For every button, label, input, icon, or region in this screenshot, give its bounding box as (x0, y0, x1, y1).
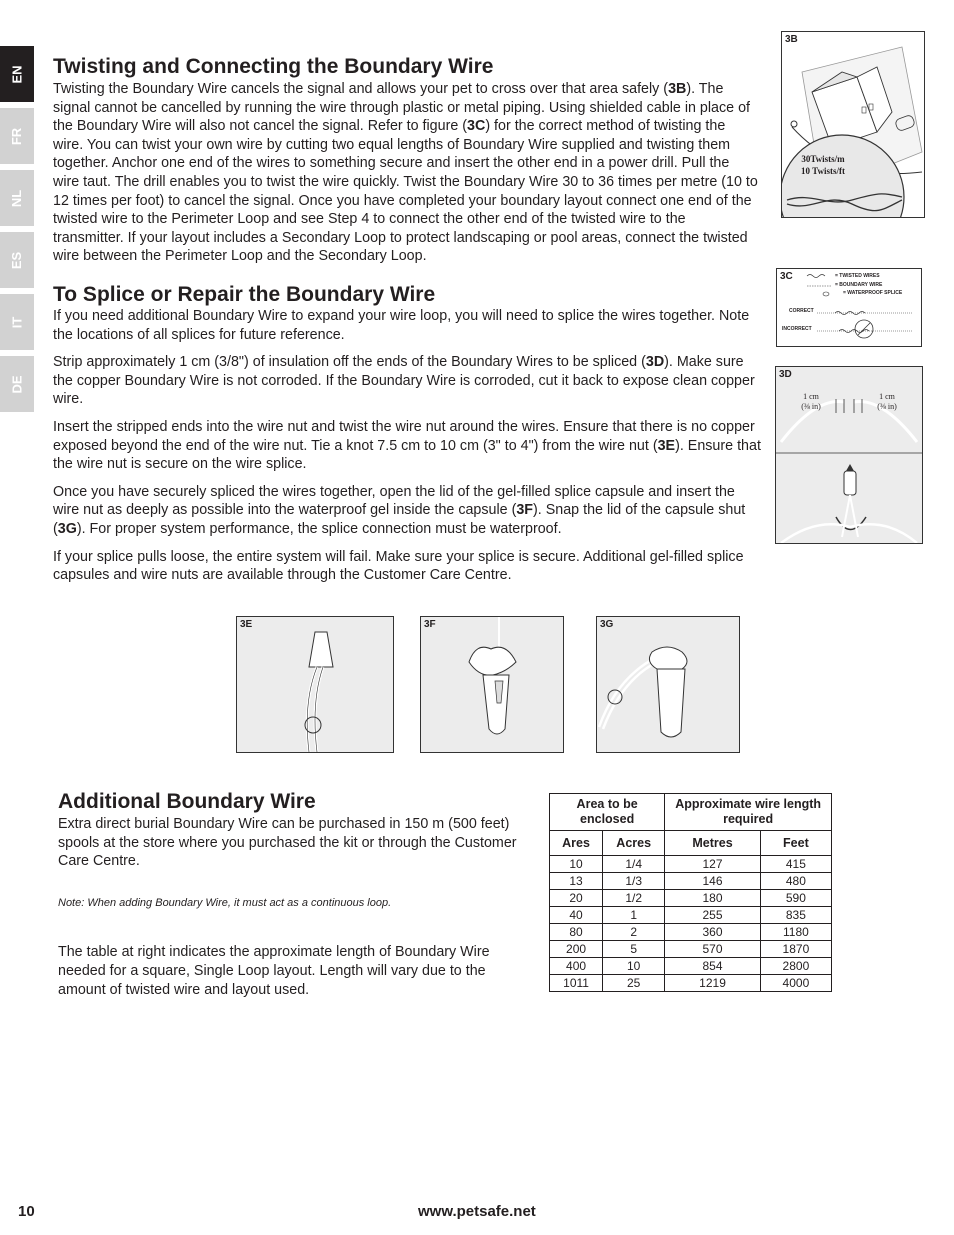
legend-twisted: = TWISTED WIRES (835, 273, 880, 279)
additional-paragraph-1: Extra direct burial Boundary Wire can be purchased in 150 m (500 feet) spools at the store where you purchased the kit or through the Customer Care Centre. (58, 816, 517, 870)
figure-3f (420, 616, 564, 753)
table-cell: 360 (665, 924, 761, 941)
splice-capsule-closed-illustration (597, 617, 739, 752)
page-number: 10 (18, 1203, 35, 1220)
table-row (550, 924, 832, 941)
section-title-additional: Additional Boundary Wire (58, 790, 316, 813)
table-cell: 854 (665, 958, 761, 975)
splice-paragraph-5: If your splice pulls loose, the entire system will fail. Make sure your splice is secure. Additional gel-filled splice capsules and wire nuts are available through the Customer Care Centre. (53, 548, 744, 584)
col-acres: Acres (603, 831, 665, 856)
lang-tab-en[interactable]: EN (0, 46, 34, 102)
table-row (550, 975, 832, 992)
legend-boundary: = BOUNDARY WIRE (835, 281, 883, 288)
splice-text (53, 307, 761, 585)
continuous-loop-note: Note: When adding Boundary Wire, it must act as a continuous loop. (58, 896, 392, 909)
table-cell: 415 (760, 856, 831, 873)
table-cell: 2800 (760, 958, 831, 975)
twist-rate-label (786, 153, 860, 177)
left-strip-in: (⅜ in) (801, 402, 821, 411)
table-cell: 25 (603, 975, 665, 992)
table-cell: 570 (665, 941, 761, 958)
right-strip-length (872, 392, 902, 412)
footer-url[interactable]: www.petsafe.net (418, 1203, 536, 1220)
table-cell: 1 (603, 907, 665, 924)
twist-rate-metric: 30Twists/m (801, 154, 845, 164)
figure-3e (236, 616, 394, 753)
table-cell: 480 (760, 873, 831, 890)
table-cell: 400 (550, 958, 603, 975)
figure-3b-label: 3B (785, 34, 798, 45)
lang-tab-it[interactable]: IT (0, 294, 34, 350)
table-cell: 1870 (760, 941, 831, 958)
table-cell: 1/2 (603, 890, 665, 907)
right-strip-cm: 1 cm (879, 392, 895, 401)
table-cell: 80 (550, 924, 603, 941)
table-cell: 200 (550, 941, 603, 958)
table-cell: 1180 (760, 924, 831, 941)
table-cell: 20 (550, 890, 603, 907)
figure-3e-label: 3E (240, 619, 253, 630)
table-cell: 1/3 (603, 873, 665, 890)
table-cell: 2 (603, 924, 665, 941)
figure-3g-label: 3G (600, 619, 614, 630)
figure-3c (776, 268, 922, 347)
table-cell: 255 (665, 907, 761, 924)
figure-3c-label: 3C (780, 271, 793, 282)
table-cell: 13 (550, 873, 603, 890)
col-ares: Ares (550, 831, 603, 856)
figure-3b (781, 31, 925, 218)
left-strip-cm: 1 cm (803, 392, 819, 401)
section-title-splice: To Splice or Repair the Boundary Wire (53, 283, 436, 306)
table-cell: 590 (760, 890, 831, 907)
table-row (550, 890, 832, 907)
table-cell: 10 (550, 856, 603, 873)
table-group-length: Approximate wire length required (665, 794, 832, 831)
section-title-twisting: Twisting and Connecting the Boundary Wire (53, 55, 494, 78)
table-row (550, 941, 832, 958)
col-feet: Feet (760, 831, 831, 856)
twisting-paragraph: Twisting the Boundary Wire cancels the signal and allows your pet to cross over that area safely (3B). The signal cannot be cancelled by running the wire through plastic or metal piping. Using shielded cable in place of the Boundary Wire will also not cancel the signal. Refer to figure (3C) for the correct method of twisting the wire. You can twist your own wire by cutting two equal lengths of Boundary Wire supplied and twisting them together. Anchor one end of the wires to something secure and insert the other end in a power drill. Pull the wire taut. The drill enables you to twist the wire quickly. Twist the Boundary Wire 30 to 36 times per metre (10 to 12 times per foot) to cancel the signal. Once you have completed your boundary layout connect one end of the twisted wire to the Perimeter Loop and see Step 4 to connect the other end of the twisted wire to the transmitter. If your layout includes a Secondary Loop to protect landscaping or pool areas, connect the twisted wire between the Perimeter Loop and the Secondary Loop. (53, 81, 758, 265)
table-cell: 146 (665, 873, 761, 890)
incorrect-label: INCORRECT (782, 326, 812, 332)
table-cell: 127 (665, 856, 761, 873)
lang-tab-nl[interactable]: NL (0, 170, 34, 226)
splice-capsule-insert-illustration (421, 617, 563, 752)
wire-nut-knot-illustration (237, 617, 393, 752)
figure-3d (775, 366, 923, 544)
twist-rate-imperial: 10 Twists/ft (801, 166, 845, 176)
correct-label: CORRECT (789, 308, 814, 314)
table-cell: 10 (603, 958, 665, 975)
additional-text (58, 815, 528, 999)
splice-paragraph-1: If you need additional Boundary Wire to expand your wire loop, you will need to splice the wires together. Note the locations of all splices for future reference. (53, 308, 750, 343)
language-tabs (0, 46, 34, 418)
wire-length-table (549, 793, 832, 992)
lang-tab-de[interactable]: DE (0, 356, 34, 412)
table-row (550, 907, 832, 924)
table-cell: 40 (550, 907, 603, 924)
right-strip-in: (⅜ in) (877, 402, 897, 411)
table-cell: 835 (760, 907, 831, 924)
table-cell: 180 (665, 890, 761, 907)
splice-paragraph-3: Insert the stripped ends into the wire nut and twist the wire nut around the wires. Ensure that there is no copper exposed beyond the end of the wire nut. Tie a knot 7.5 cm to 10 cm (3" to 4") from the wire nut (3E). Ensure that the wire nut is secure on the wire splice. (53, 418, 761, 473)
figure-3d-label: 3D (779, 369, 792, 380)
splice-paragraph-2: Strip approximately 1 cm (3/8") of insulation off the ends of the Boundary Wires to be spliced (3D). Make sure the copper Boundary Wire is not corroded. If the Boundary Wire is corroded, cut it back to expose clean copper wire. (53, 354, 755, 408)
figure-3c-legend (835, 272, 902, 298)
table-cell: 4000 (760, 975, 831, 992)
left-strip-length (796, 392, 826, 412)
legend-splice: = WATERPROOF SPLICE (843, 290, 903, 296)
table-cell: 1/4 (603, 856, 665, 873)
lang-tab-fr[interactable]: FR (0, 108, 34, 164)
table-row (550, 958, 832, 975)
table-cell: 1219 (665, 975, 761, 992)
table-row (550, 856, 832, 873)
splice-paragraph-4: Once you have securely spliced the wires together, open the lid of the gel-filled splice capsule and insert the wire nut as deeply as possible into the waterproof gel inside the capsule (3F). Snap the lid of the capsule shut (3G). For proper system performance, the splice connection must be waterproof. (53, 483, 746, 537)
table-group-area: Area to be enclosed (550, 794, 665, 831)
house-layout-illustration (782, 32, 924, 217)
figure-3f-label: 3F (424, 619, 436, 630)
table-cell: 1011 (550, 975, 603, 992)
table-row (550, 873, 832, 890)
figure-3g (596, 616, 740, 753)
twisting-paragraph-wrap (53, 80, 758, 266)
lang-tab-es[interactable]: ES (0, 232, 34, 288)
additional-paragraph-2: The table at right indicates the approximate length of Boundary Wire needed for a square, Single Loop layout. Length will vary due to the amount of twisted wire and layout used. (58, 944, 490, 998)
col-metres: Metres (665, 831, 761, 856)
table-cell: 5 (603, 941, 665, 958)
